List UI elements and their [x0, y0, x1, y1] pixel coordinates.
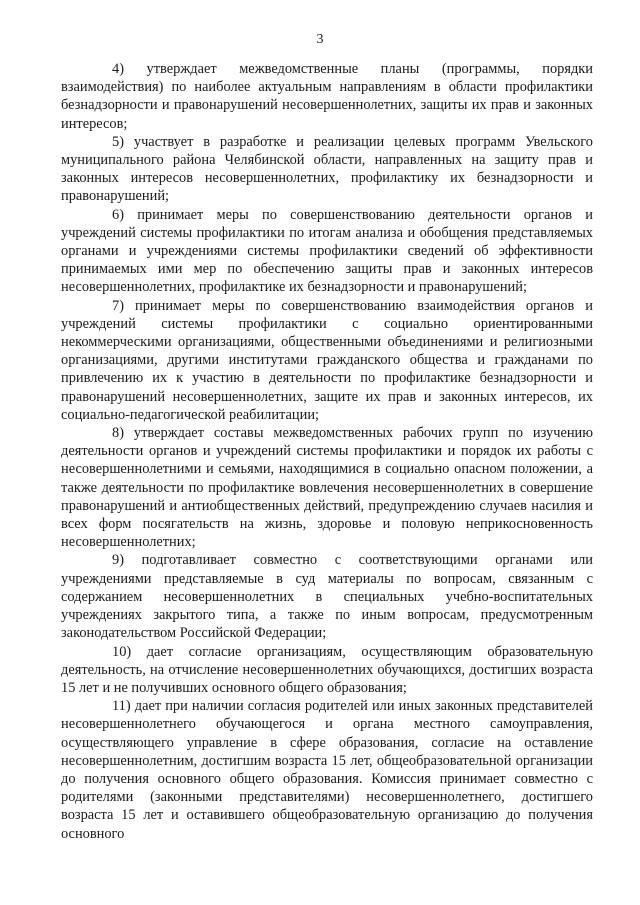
page-number: 3 [316, 32, 324, 47]
paragraph-item-6: 6) принимает меры по совершенствованию деятельности органов и учреждений системы профилактики по итогам анализа и обобщения представляемых органами и учреждениями системы профилактики сведений об эффективности принимаемых ими мер по обеспечению защиты прав и законных интересов несовершеннолетних, профилактике их безнадзорности и правонарушений; [61, 206, 593, 296]
paragraph-item-4: 4) утверждает межведомственные планы (программы, порядки взаимодействия) по наиболее актуальным направлениям в области профилактики безнадзорности и правонарушений несовершеннолетних, защиты их прав и законных интересов; [61, 61, 593, 132]
paragraph-item-11: 11) дает при наличии согласия родителей или иных законных представителей несовершеннолетнего обучающегося и органа местного самоуправления, осуществляющего управление в сфере образования, согласие на оставление несовершеннолетним, достигшим возраста 15 лет, общеобразовательной организации до получения основного общего образования. Комиссия принимает совместно с родителями (законными представителями) несовершеннолетнего, достигшего возраста 15 лет и оставившего общеобразовательную организацию до получения основного [61, 698, 593, 842]
paragraph-item-8: 8) утверждает составы межведомственных рабочих групп по изучению деятельности органов и учреждений системы профилактики и порядок их работы с несовершеннолетними и семьями, находящимися в социально опасном положении, а также деятельности по профилактике вовлечения несовершеннолетних в совершение правонарушений и антиобщественных действий, предупреждению случаев насилия и всех форм посягательств на жизнь, здоровье и половую неприкосновенность несовершеннолетних; [61, 425, 593, 551]
document-body [61, 60, 593, 843]
paragraph-item-5: 5) участвует в разработке и реализации целевых программ Увельского муниципального района Челябинской области, направленных на защиту прав и законных интересов несовершеннолетних, профилактику их безнадзорности и правонарушений; [61, 133, 593, 205]
paragraph-item-10: 10) дает согласие организациям, осуществляющим образовательную деятельность, на отчисление несовершеннолетних обучающихся, достигших возраста 15 лет и не получивших основного общего образования; [61, 643, 593, 696]
paragraph-item-7: 7) принимает меры по совершенствованию взаимодействия органов и учреждений системы профилактики с социально ориентированными некоммерческими организациями, общественными объединениями и религиозными организациями, другими институтами гражданского общества и гражданами по привлечению их к участию в деятельности по профилактике безнадзорности и правонарушений несовершеннолетних, защите их прав и законных интересов, их социально-педагогической реабилитации; [61, 297, 593, 423]
paragraph-item-9: 9) подготавливает совместно с соответствующими органами или учреждениями представляемые в суд материалы по вопросам, связанным с содержанием несовершеннолетних в специальных учебно-воспитательных учреждениях закрытого типа, а также по иным вопросам, предусмотренным законодательством Российской Федерации; [61, 552, 593, 642]
